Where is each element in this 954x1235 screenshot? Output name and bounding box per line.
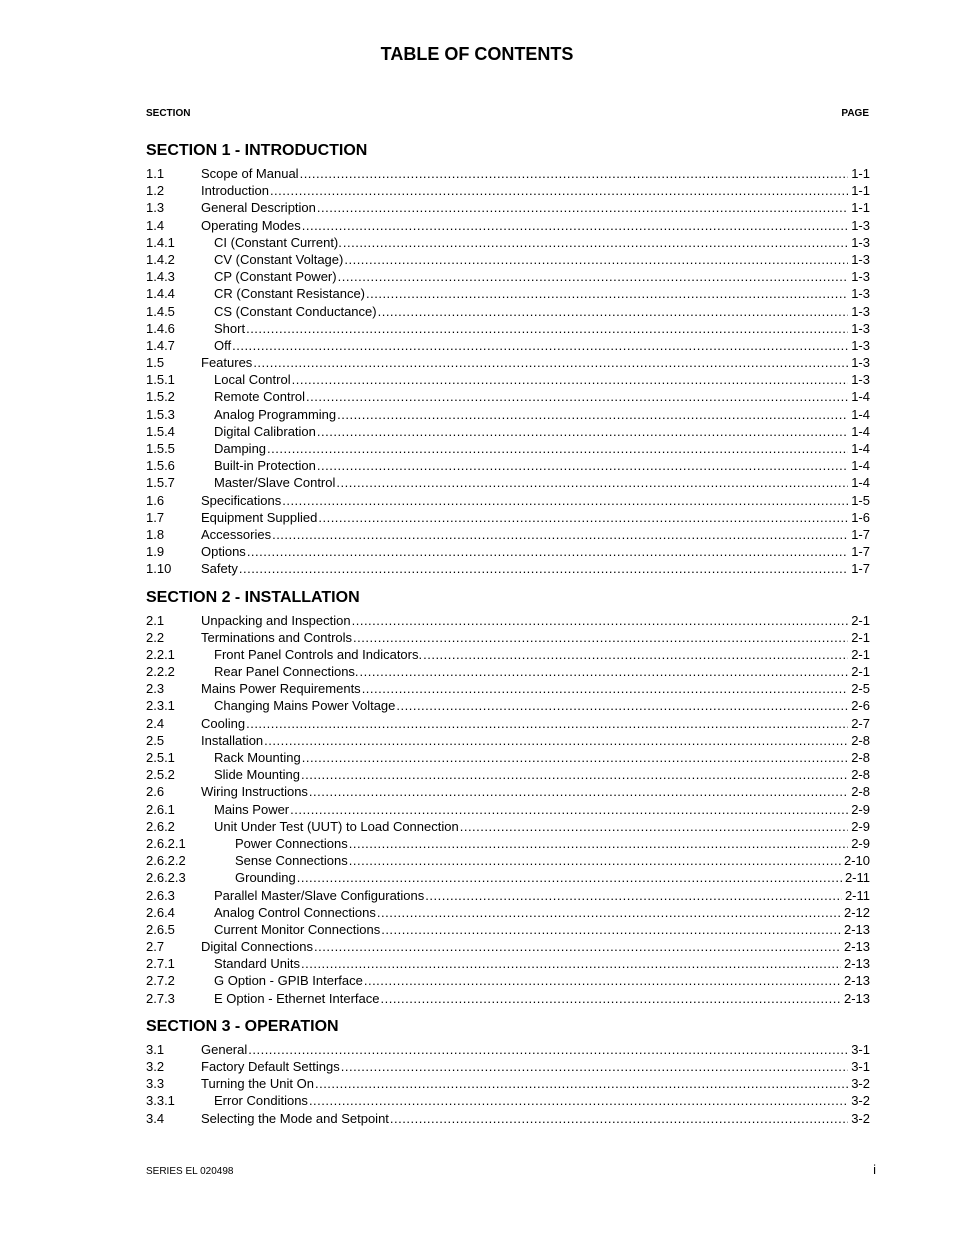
entry-page: 1-3	[851, 269, 870, 285]
toc-entry	[146, 440, 870, 457]
dot-leader	[343, 234, 848, 251]
toc-entry	[146, 629, 870, 646]
entry-title: Error Conditions	[214, 1093, 308, 1109]
dot-leader	[336, 474, 848, 491]
entry-page: 1-6	[851, 509, 870, 525]
dot-leader	[423, 646, 848, 663]
toc-entry	[146, 492, 870, 509]
toc-entry	[146, 354, 870, 371]
entry-number: 2.6	[146, 784, 165, 800]
dot-leader	[300, 165, 849, 182]
entry-title: Operating Modes	[201, 217, 301, 233]
toc-entry	[146, 560, 870, 577]
entry-number: 2.6.2.3	[146, 870, 186, 886]
dot-leader	[349, 835, 848, 852]
entry-number: 1.7	[146, 509, 165, 525]
entry-number: 1.5	[146, 355, 165, 371]
dot-leader	[344, 251, 848, 268]
entry-page: 2-11	[844, 870, 870, 886]
entry-title: Analog Programming	[214, 406, 337, 422]
entry-number: 2.7.3	[146, 990, 175, 1006]
dot-leader	[425, 887, 842, 904]
entry-number: 2.7.1	[146, 956, 175, 972]
entry-page: 1-7	[851, 561, 870, 577]
entry-page: 1-3	[851, 372, 870, 388]
section-heading: SECTION 2 - INSTALLATION	[146, 588, 360, 606]
entry-page: 2-13	[843, 939, 870, 955]
toc-entry	[146, 371, 870, 388]
entry-page: 2-9	[851, 801, 870, 817]
toc-entry	[146, 457, 870, 474]
entry-page: 1-4	[851, 458, 870, 474]
entry-title: Introduction	[201, 183, 269, 199]
entry-page: 2-1	[851, 629, 870, 645]
dot-leader	[239, 560, 848, 577]
entry-number: 3.3.1	[146, 1093, 175, 1109]
toc-entry	[146, 904, 870, 921]
dot-leader	[301, 955, 841, 972]
entry-number: 1.5.3	[146, 406, 175, 422]
entry-number: 2.6.3	[146, 887, 175, 903]
entry-number: 1.10	[146, 561, 172, 577]
toc-entry	[146, 337, 870, 354]
entry-title: CI (Constant Current).	[214, 234, 342, 250]
dot-leader	[264, 732, 848, 749]
dot-leader	[292, 371, 849, 388]
dot-leader	[301, 766, 848, 783]
entry-number: 2.2.1	[146, 646, 175, 662]
toc-entry	[146, 680, 870, 697]
entry-number: 1.4.6	[146, 320, 175, 336]
entry-title: Turning the Unit On	[201, 1076, 314, 1092]
entry-title: Local Control	[214, 372, 291, 388]
entry-title: Sense Connections	[235, 853, 348, 869]
entry-title: Rack Mounting	[214, 750, 301, 765]
entry-number: 3.1	[146, 1041, 165, 1057]
dot-leader	[377, 904, 841, 921]
toc-entry	[146, 612, 870, 629]
entry-page: 1-3	[851, 355, 870, 371]
entry-number: 2.4	[146, 715, 165, 731]
entry-page: 2-1	[851, 646, 870, 662]
toc-entry	[146, 801, 870, 818]
entry-title: Selecting the Mode and Setpoint	[201, 1110, 389, 1126]
dot-leader	[349, 852, 841, 869]
entry-title: Unit Under Test (UUT) to Load Connection	[214, 818, 459, 834]
entry-number: 2.6.4	[146, 904, 175, 920]
entry-page: 1-7	[851, 544, 870, 560]
dot-leader	[362, 680, 849, 697]
footer-page-number: i	[873, 1162, 876, 1177]
entry-number: 2.7.2	[146, 973, 175, 989]
entry-page: 2-12	[843, 904, 870, 920]
entry-number: 3.4	[146, 1110, 165, 1126]
entry-title: Damping	[214, 441, 267, 456]
toc-entry	[146, 423, 870, 440]
toc-entry	[146, 697, 870, 714]
entry-page: 3-1	[851, 1059, 870, 1074]
dot-leader	[460, 818, 848, 835]
entry-title: Standard Units	[214, 956, 300, 972]
entry-title: Rear Panel Connections.	[214, 664, 359, 680]
entry-title: Wiring Instructions	[201, 784, 308, 800]
entry-title: Changing Mains Power Voltage	[214, 698, 396, 714]
entry-page: 1-4	[851, 406, 870, 422]
toc-entry	[146, 749, 870, 766]
entry-number: 1.5.6	[146, 458, 175, 474]
entry-number: 1.4.5	[146, 303, 175, 319]
entry-page: 3-2	[851, 1093, 870, 1109]
entry-number: 1.4.4	[146, 286, 175, 302]
toc-entry	[146, 474, 870, 491]
dot-leader	[378, 303, 849, 320]
entry-title: Mains Power	[214, 801, 290, 817]
toc-entry	[146, 1058, 870, 1075]
toc-entry	[146, 818, 870, 835]
toc-entry	[146, 1092, 870, 1109]
entry-number: 1.1	[146, 166, 165, 181]
dot-leader	[282, 492, 848, 509]
dot-leader	[267, 440, 848, 457]
entry-page: 2-6	[851, 698, 870, 714]
entry-title: Master/Slave Control	[214, 475, 336, 491]
entry-number: 1.5.5	[146, 441, 175, 456]
toc-entry	[146, 663, 870, 680]
entry-page: 1-1	[851, 183, 870, 199]
toc-entry	[146, 938, 870, 955]
footer-document-id: SERIES EL 020498	[146, 1166, 234, 1177]
entry-page: 2-13	[843, 973, 870, 989]
entry-title: Accessories	[201, 526, 272, 542]
dot-leader	[315, 1075, 848, 1092]
entry-title: Power Connections	[235, 835, 348, 851]
toc-entry	[146, 887, 870, 904]
entry-number: 2.3.1	[146, 698, 175, 714]
entry-page: 1-4	[851, 475, 870, 491]
entry-page: 1-3	[851, 320, 870, 336]
entry-number: 2.3	[146, 681, 165, 697]
entry-page: 1-4	[851, 441, 870, 456]
toc-section	[146, 588, 870, 1007]
entry-title: Front Panel Controls and Indicators.	[214, 646, 423, 662]
entry-number: 2.6.2.2	[146, 853, 186, 869]
dot-leader	[381, 921, 841, 938]
entry-title: Digital Connections	[201, 939, 314, 955]
entry-title: Short	[214, 320, 246, 336]
toc-entry	[146, 732, 870, 749]
toc-entry	[146, 1075, 870, 1092]
entry-number: 1.5.7	[146, 475, 175, 491]
entry-number: 1.4.1	[146, 234, 175, 250]
entry-title: CV (Constant Voltage)	[214, 251, 344, 267]
entry-title: E Option - Ethernet Interface	[214, 990, 380, 1006]
dot-leader	[246, 320, 848, 337]
entry-page: 2-1	[851, 612, 870, 628]
entry-page: 1-3	[851, 303, 870, 319]
dot-leader	[390, 1110, 848, 1127]
entry-number: 2.1	[146, 612, 165, 628]
toc-section	[146, 141, 870, 578]
entry-number: 2.5.1	[146, 750, 175, 765]
toc-entry	[146, 217, 870, 234]
dot-leader	[341, 1058, 848, 1075]
toc-entry	[146, 715, 870, 732]
entry-title: Digital Calibration	[214, 423, 316, 439]
dot-leader	[302, 217, 848, 234]
dot-leader	[352, 612, 849, 629]
entry-number: 2.6.1	[146, 801, 175, 817]
entry-page: 2-10	[843, 853, 870, 869]
toc-entry	[146, 509, 870, 526]
dot-leader	[317, 457, 848, 474]
entry-title: Features	[201, 355, 253, 371]
entry-title: General	[201, 1041, 248, 1057]
entry-page: 1-3	[851, 234, 870, 250]
toc-entry	[146, 1041, 870, 1058]
entry-page: 2-8	[851, 750, 870, 765]
entry-number: 1.5.1	[146, 372, 175, 388]
entry-title: Specifications	[201, 492, 282, 508]
section-heading: SECTION 3 - OPERATION	[146, 1017, 339, 1035]
dot-leader	[314, 938, 841, 955]
toc-entry	[146, 303, 870, 320]
entry-number: 2.2	[146, 629, 165, 645]
entry-title: Options	[201, 544, 246, 560]
page-column-header: PAGE	[841, 108, 869, 119]
toc-entry	[146, 955, 870, 972]
entry-title: Terminations and Controls	[201, 629, 353, 645]
entry-title: Current Monitor Connections	[214, 921, 381, 937]
entry-title: Cooling	[201, 715, 246, 731]
dot-leader	[253, 354, 848, 371]
entry-page: 2-9	[851, 818, 870, 834]
entry-title: CR (Constant Resistance)	[214, 286, 365, 302]
dot-leader	[337, 406, 848, 423]
dot-leader	[396, 697, 848, 714]
dot-leader	[272, 526, 848, 543]
entry-page: 1-5	[851, 492, 870, 508]
dot-leader	[317, 199, 848, 216]
entry-title: Mains Power Requirements	[201, 681, 361, 697]
toc-entry	[146, 320, 870, 337]
dot-leader	[338, 268, 849, 285]
entry-title: Slide Mounting	[214, 767, 300, 783]
entry-page: 1-7	[851, 526, 870, 542]
toc-entry	[146, 234, 870, 251]
entry-title: CS (Constant Conductance)	[214, 303, 377, 319]
toc-entry	[146, 526, 870, 543]
dot-leader	[366, 285, 848, 302]
entry-page: 2-1	[851, 664, 870, 680]
toc-entry	[146, 972, 870, 989]
entry-page: 2-8	[851, 732, 870, 748]
entry-number: 2.6.5	[146, 921, 175, 937]
toc-entry	[146, 388, 870, 405]
entry-number: 1.4.7	[146, 337, 175, 353]
entry-number: 1.4	[146, 217, 165, 233]
entry-title: CP (Constant Power)	[214, 269, 337, 285]
dot-leader	[364, 972, 841, 989]
entry-number: 1.5.2	[146, 389, 175, 405]
toc-entry	[146, 268, 870, 285]
toc-entry	[146, 766, 870, 783]
entry-page: 3-2	[851, 1110, 870, 1126]
dot-leader	[306, 388, 848, 405]
entry-number: 2.6.2.1	[146, 835, 186, 851]
entry-number: 1.6	[146, 492, 165, 508]
entry-number: 2.5.2	[146, 767, 175, 783]
entry-title: General Description	[201, 200, 316, 216]
toc-entry	[146, 835, 870, 852]
dot-leader	[290, 801, 848, 818]
entry-title: Grounding	[235, 870, 296, 886]
dot-leader	[360, 663, 849, 680]
entry-title: Scope of Manual	[201, 166, 299, 181]
dot-leader	[248, 1041, 848, 1058]
dot-leader	[317, 423, 848, 440]
entry-page: 1-3	[851, 286, 870, 302]
entry-title: Unpacking and Inspection	[201, 612, 351, 628]
toc-entry	[146, 251, 870, 268]
toc-entry	[146, 921, 870, 938]
entry-title: Built-in Protection	[214, 458, 316, 474]
entry-page: 2-13	[843, 956, 870, 972]
entry-title: Safety	[201, 561, 238, 577]
entry-number: 2.2.2	[146, 664, 175, 680]
entry-page: 3-2	[851, 1076, 870, 1092]
entry-title: Equipment Supplied	[201, 509, 318, 525]
toc-entry	[146, 543, 870, 560]
entry-title: G Option - GPIB Interface	[214, 973, 363, 989]
toc-entry	[146, 646, 870, 663]
dot-leader	[246, 715, 848, 732]
entry-number: 1.4.3	[146, 269, 175, 285]
entry-page: 3-1	[851, 1041, 870, 1057]
entry-title: Parallel Master/Slave Configurations	[214, 887, 425, 903]
dot-leader	[302, 749, 848, 766]
toc-entry	[146, 406, 870, 423]
entry-page: 1-3	[851, 251, 870, 267]
toc-entry	[146, 199, 870, 216]
toc-entry	[146, 869, 870, 886]
entry-title: Analog Control Connections	[214, 904, 376, 920]
entry-number: 3.3	[146, 1076, 165, 1092]
section-heading: SECTION 1 - INTRODUCTION	[146, 142, 368, 159]
entry-page: 2-9	[851, 835, 870, 851]
entry-page: 1-4	[851, 389, 870, 405]
entry-page: 1-4	[851, 423, 870, 439]
entry-page: 1-1	[851, 200, 870, 216]
section-column-header: SECTION	[146, 108, 191, 119]
dot-leader	[309, 1092, 848, 1109]
toc-entry	[146, 783, 870, 800]
dot-leader	[309, 783, 848, 800]
entry-title: Off	[214, 337, 232, 353]
toc-entry	[146, 852, 870, 869]
page-title: TABLE OF CONTENTS	[380, 44, 574, 64]
dot-leader	[297, 869, 842, 886]
entry-page: 2-5	[851, 681, 870, 697]
toc-entry	[146, 990, 870, 1007]
entry-page: 2-7	[851, 715, 870, 731]
toc-entry	[146, 285, 870, 302]
entry-number: 2.6.2	[146, 818, 175, 834]
entry-page: 2-8	[851, 784, 870, 800]
entry-number: 1.3	[146, 200, 165, 216]
entry-number: 2.7	[146, 939, 165, 955]
entry-page: 1-3	[851, 337, 870, 353]
toc-entry	[146, 182, 870, 199]
dot-leader	[318, 509, 848, 526]
entry-number: 3.2	[146, 1059, 165, 1074]
entry-page: 2-8	[851, 767, 870, 783]
entry-number: 1.4.2	[146, 251, 175, 267]
entry-title: Installation	[201, 732, 264, 748]
table-of-contents	[146, 140, 870, 1127]
toc-section	[146, 1017, 870, 1127]
entry-page: 2-11	[844, 887, 870, 903]
dot-leader	[247, 543, 848, 560]
dot-leader	[270, 182, 848, 199]
entry-number: 1.8	[146, 526, 165, 542]
dot-leader	[232, 337, 848, 354]
entry-number: 2.5	[146, 732, 165, 748]
dot-leader	[380, 990, 840, 1007]
entry-title: Remote Control	[214, 389, 306, 405]
entry-number: 1.2	[146, 183, 165, 199]
entry-number: 1.9	[146, 544, 165, 560]
dot-leader	[353, 629, 848, 646]
entry-title: Factory Default Settings	[201, 1059, 340, 1074]
toc-entry	[146, 1110, 870, 1127]
entry-page: 1-1	[851, 166, 870, 181]
entry-page: 2-13	[843, 990, 870, 1006]
entry-page: 2-13	[843, 921, 870, 937]
toc-entry	[146, 165, 870, 182]
entry-page: 1-3	[851, 217, 870, 233]
entry-number: 1.5.4	[146, 423, 175, 439]
